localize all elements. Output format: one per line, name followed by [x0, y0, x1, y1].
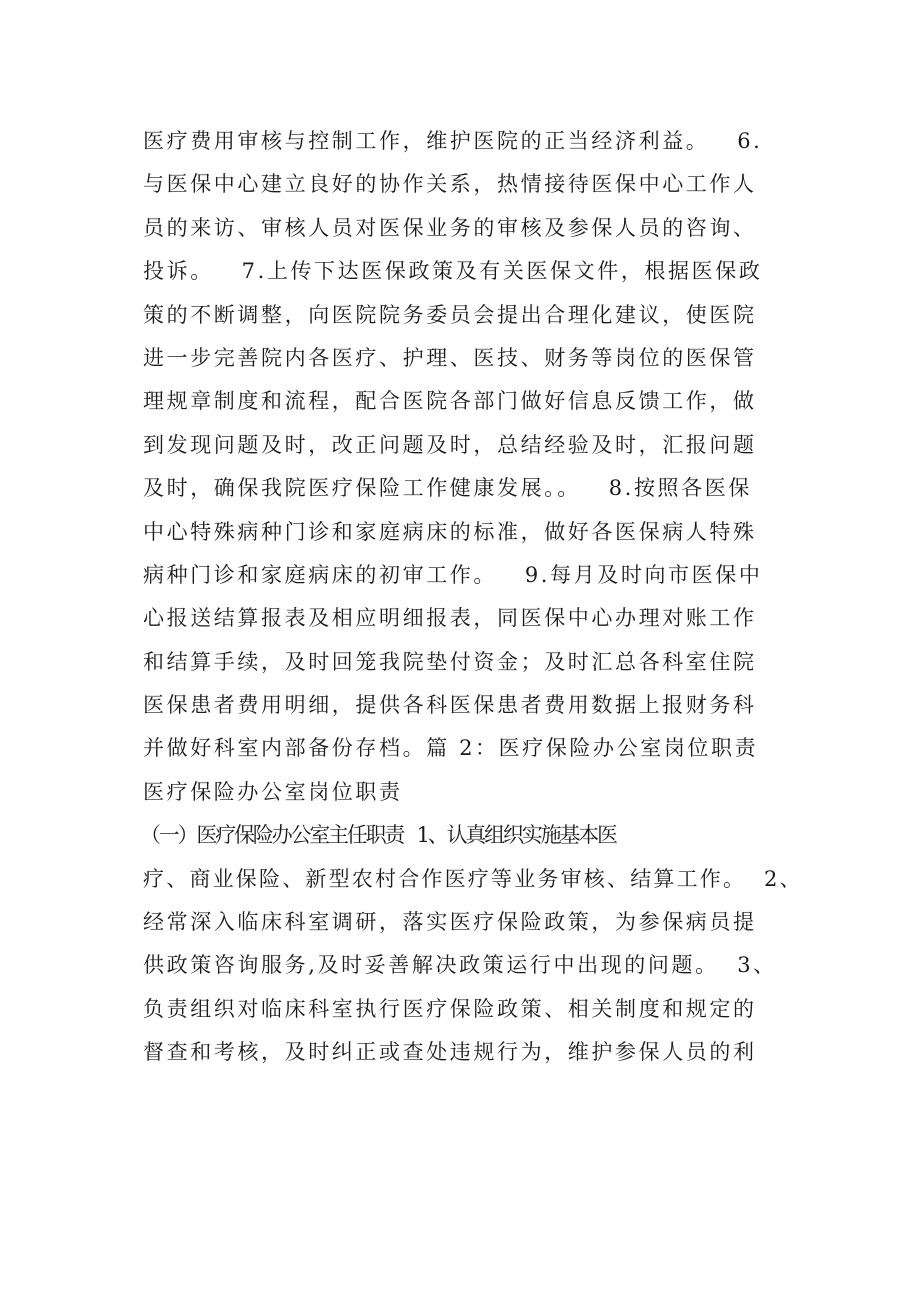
section-heading: 医疗保险办公室岗位职责 — [143, 779, 403, 804]
text-line: 及时，确保我院医疗保险工作健康发展。。 8.按照各医保 — [143, 476, 752, 501]
text-line: 投诉。 7.上传下达医保政策及有关医保文件，根据医保政 — [143, 259, 763, 284]
text-line: 经常深入临床科室调研，落实医疗保险政策，为参保病员提 — [143, 910, 757, 935]
text-line: 进一步完善院内各医疗、护理、医技、财务等岗位的医保管 — [143, 345, 757, 370]
text-line: 负责组织对临床科室执行医疗保险政策、相关制度和规定的 — [143, 996, 757, 1021]
text-line: 理规章制度和流程，配合医院各部门做好信息反馈工作，做 — [143, 389, 757, 414]
text-line: 供政策咨询服务,及时妥善解决政策运行中出现的问题。 3、 — [143, 953, 777, 978]
text-line: 并做好科室内部备份存档。篇 2：医疗保险办公室岗位职责 — [143, 736, 759, 761]
text-line: 中心特殊病种门诊和家庭病床的标准，做好各医保病人特殊 — [143, 519, 757, 544]
text-line: 病种门诊和家庭病床的初审工作。 9.每月及时向市医保中 — [143, 562, 763, 587]
text-line: 心报送结算报表及相应明细报表，同医保中心办理对账工作 — [143, 606, 757, 631]
text-line: 策的不断调整，向医院院务委员会提出合理化建议，使医院 — [143, 302, 757, 327]
text-line: 疗、商业保险、新型农村合作医疗等业务审核、结算工作。 2、 — [143, 866, 803, 891]
text-line: 督查和考核，及时纠正或查处违规行为，维护参保人员的利 — [143, 1040, 757, 1065]
text-line: 到发现问题及时，改正问题及时，总结经验及时，汇报问题 — [143, 432, 757, 457]
text-line: 员的来访、审核人员对医保业务的审核及参保人员的咨询、 — [143, 215, 757, 240]
text-line: 医保患者费用明细，提供各科医保患者费用数据上报财务科 — [143, 693, 757, 718]
document-body — [140, 120, 803, 1075]
text-line: 和结算手续，及时回笼我院垫付资金；及时汇总各科室住院 — [143, 649, 757, 674]
text-line: 与医保中心建立良好的协作关系，热情接待医保中心工作人 — [143, 172, 757, 197]
text-line: 医疗费用审核与控制工作，维护医院的正当经济利益。 6. — [143, 129, 763, 153]
text-line: （一）医疗保险办公室主任职责 1、认真组织实施基本医 — [140, 823, 616, 848]
